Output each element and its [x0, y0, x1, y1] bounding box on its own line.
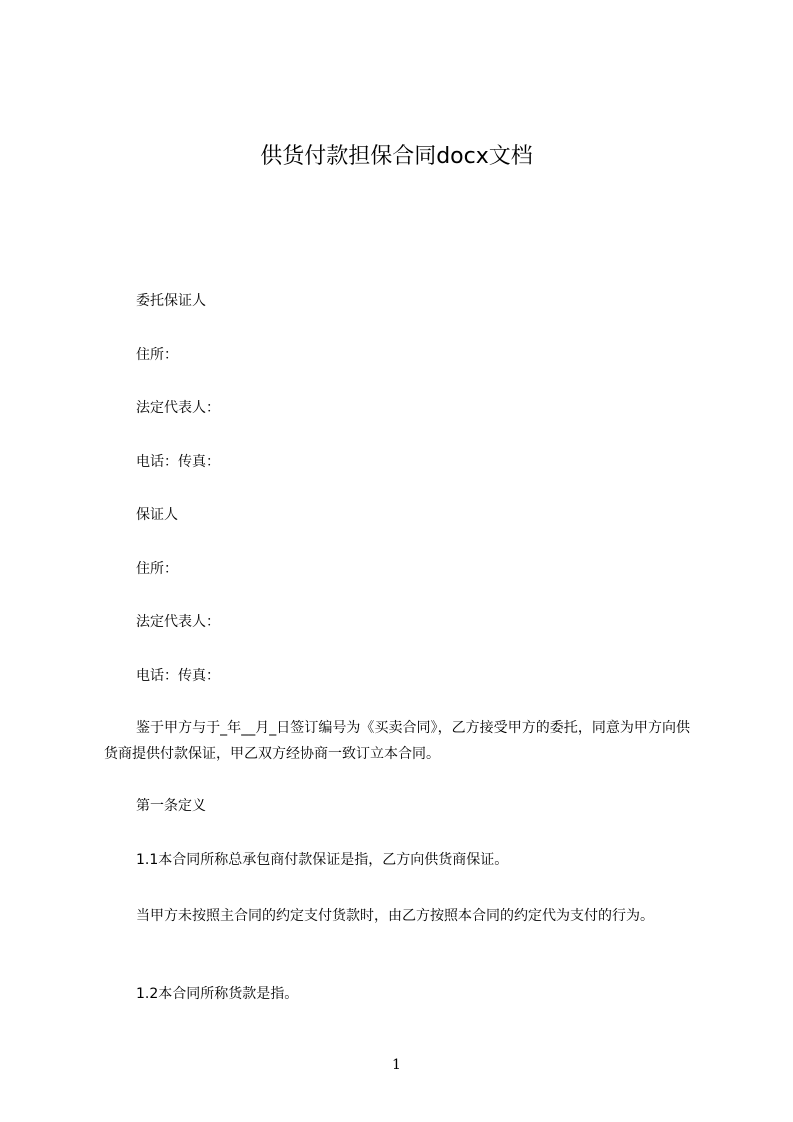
entrusting-guarantor-label: 委托保证人	[136, 293, 206, 309]
clause-1-1-continuation: 当甲方未按照主合同的约定支付货款时，由乙方按照本合同的约定代为支付的行为。	[136, 908, 654, 924]
guarantor-legal-rep-label: 法定代表人：	[136, 614, 220, 630]
page-number: 1	[392, 1057, 401, 1073]
guarantor-address-label: 住所：	[136, 561, 178, 577]
clause-1-1: 1.1本合同所称总承包商付款保证是指，乙方向供货商保证。	[136, 852, 509, 868]
recital-paragraph: 鉴于甲方与于_年__月_日签订编号为《买卖合同》，乙方接受甲方的委托，同意为甲方向供货商提供付款保证，甲乙双方经协商一致订立本合同。	[104, 720, 690, 762]
entrusting-guarantor-phone-fax-label: 电话：传真：	[136, 454, 220, 470]
entrusting-guarantor-legal-rep-label: 法定代表人：	[136, 400, 220, 416]
article-1-heading: 第一条定义	[136, 798, 206, 814]
document-title: 供货付款担保合同docx文档	[260, 144, 533, 169]
guarantor-phone-fax-label: 电话：传真：	[136, 668, 220, 684]
guarantor-label: 保证人	[136, 507, 178, 523]
clause-1-2: 1.2本合同所称货款是指。	[136, 986, 299, 1002]
entrusting-guarantor-address-label: 住所：	[136, 347, 178, 363]
